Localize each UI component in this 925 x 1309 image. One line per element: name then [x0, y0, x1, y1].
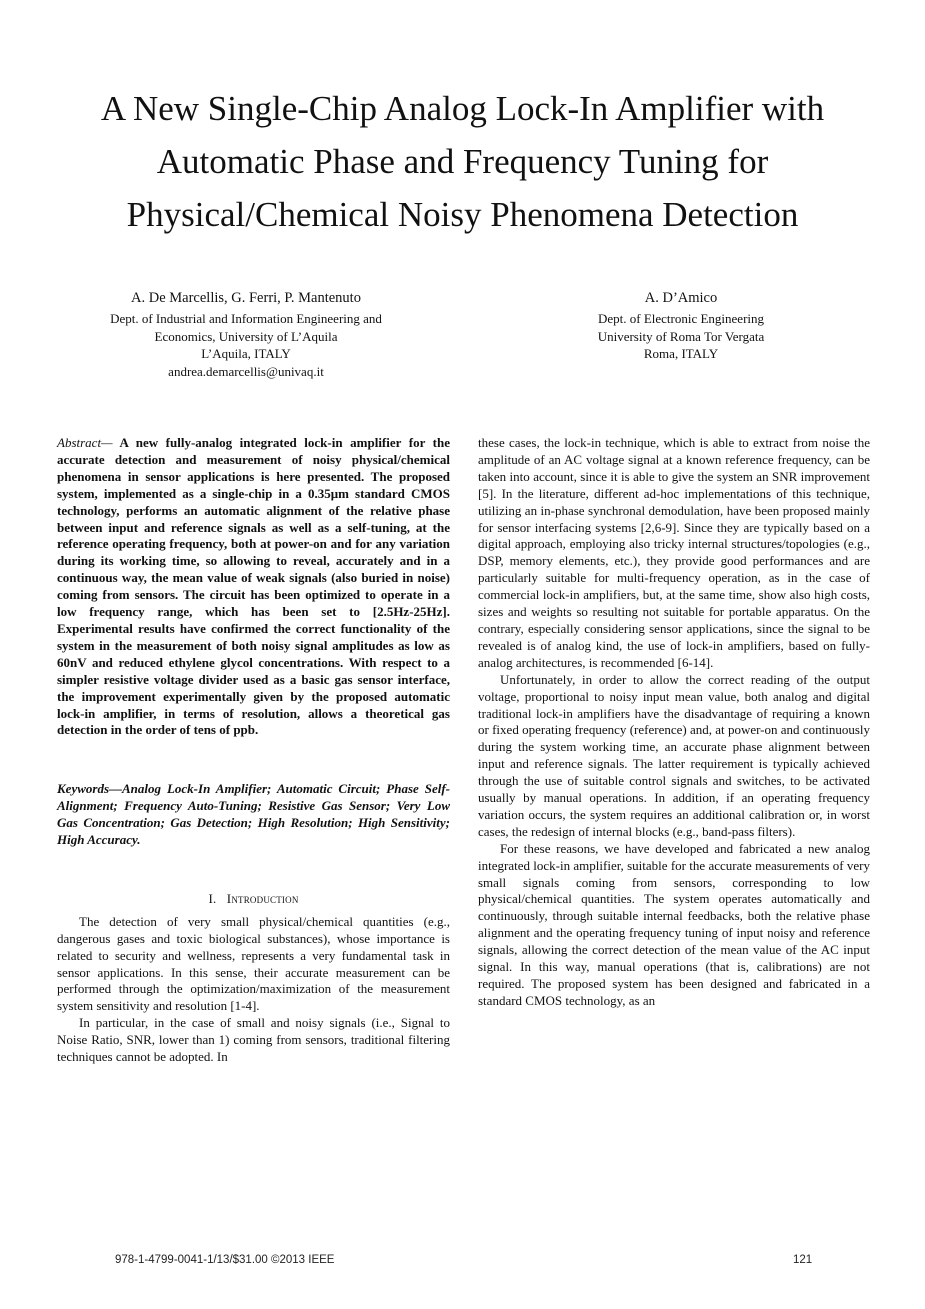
author-block-right [540, 288, 822, 363]
intro-paragraph-1: The detection of very small physical/chemical quantities (e.g., dangerous gases and toxic biological substances), whose importance is related to security and wellness, represents a very fundamental task in sensor applications. In this sense, their accurate measurement can be performed through the optimization/maximization of the measurement system sensitivity and resolution [1-4]. [57, 913, 450, 1014]
author-location: L’Aquila, ITALY [201, 346, 291, 361]
body-paragraph-1: these cases, the lock-in technique, which is able to extract from noise the amplitude of an AC voltage signal at a known reference frequency, can be taken into account, since it is able to give the system an SNR improvement [5]. In the literature, different ad-hoc implementations of this technique, utilizing an in-phase synchronal demodulation, have been proposed mainly for sensor interfacing systems [2,6-9]. Since they are typically based on a digital approach, employing also tricky internal structures/topologies (e.g., DSP, memory elements, etc.), they provide good performances and are particularly suitable for multi-frequency operation, as in the case of commercial lock-in amplifiers, but, at the same time, show also high costs, sizes and weights so resulting not suitable for portable apparatus. On the contrary, especially considering sensor applications, since the signal to be revealed is of analog kind, the use of lock-in amplifiers, based on fully-analog architectures, is recommended [6-14]. [478, 435, 870, 670]
author-affiliation: Dept. of Electronic Engineering [597, 311, 765, 326]
author-affiliation: Economics, University of L’Aquila [154, 328, 338, 344]
author-location: Roma, ITALY [643, 346, 719, 361]
footer-page-number: 121 [793, 1254, 813, 1266]
abstract-label: Abstract— [57, 435, 113, 450]
author-names: A. D’Amico [644, 290, 718, 306]
abstract [57, 435, 450, 739]
author-affiliation: University of Roma Tor Vergata [597, 328, 765, 344]
author-email: andrea.demarcellis@univaq.it [168, 363, 324, 379]
intro-paragraph-2: In particular, in the case of small and noisy signals (i.e., Signal to Noise Ratio, SNR, lower than 1) coming from sensors, traditional filtering techniques cannot be adopted. In [57, 1015, 450, 1065]
author-affiliation: Dept. of Industrial and Information Engineering and [110, 311, 382, 326]
section-number: I. [208, 890, 217, 906]
section-title: Introduction [226, 890, 299, 906]
keywords: Keywords—Analog Lock-In Amplifier; Automatic Circuit; Phase Self-Alignment; Frequency Auto-Tuning; Resistive Gas Sensor; Very Low Gas Concentration; Gas Detection; High Resolution; High Sensitivity; High Accuracy. [57, 781, 450, 848]
right-column [478, 435, 870, 1010]
abstract-body: A new fully-analog integrated lock-in amplifier for the accurate detection and measurement of noisy physical/chemical phenomena in sensor applications is here presented. The proposed system, implemented as a single-chip in a 0.35μm standard CMOS technology, performs an automatic alignment of the relative phase between input and reference signals as well as a self-tuning, at the reference operating frequency, both at power-on and for any variation during its working time, so allowing to reveal, accurately and in a continuous way, the mean value of weak signals (also buried in noise) coming from sensors. The circuit has been optimized to operate in a low frequency range, which has been set to [2.5Hz-25Hz]. Experimental results have confirmed the correct functionality of the system in the measurement of both noisy signal amplitudes as low as 60nV and reduced ethylene glycol concentrations. With respect to a simpler resistive voltage divider used as a basic gas sensor interface, the improvement experimentally given by the proposed automatic lock-in amplifier, in terms of resolution, allows a theoretical gas detection in the order of tens of ppb. [57, 435, 450, 738]
author-names: A. De Marcellis, G. Ferri, P. Mantenuto [131, 290, 361, 306]
body-paragraph-2: Unfortunately, in order to allow the correct reading of the output voltage, proportional to noisy input mean value, both analog and digital traditional lock-in amplifiers have the disadvantage of requiring a known or fixed operating frequency (reference) and, at power-on and continuously during the system working time, an accurate phase alignment between input and reference signals. The latter requirement is typically achieved through the use of suitable control signals and switches, to be activated usually by manual operations. In addition, if an operating frequency variation occurs, the system requires an additional calibration or, in worst cases, the redesign of internal blocks (e.g., band-pass filters). [478, 671, 870, 839]
body-paragraph-3: For these reasons, we have developed and fabricated a new analog integrated lock-in amplifier, suitable for the accurate measurements of very small signals coming from sensors, corresponding to low physical/chemical quantities. The system operates automatically and continuously, through suitable internal feedbacks, both the relative phase alignment and the operating frequency tuning of input noisy and reference signals, allowing the correct detection of the mean value of the AC input signal. In this way, manual operations (that is, calibrations) are not required. The proposed system has been designed and fabricated in a standard CMOS technology, as an [478, 840, 870, 1008]
author-block-left [60, 288, 432, 380]
footer-copyright: 978-1-4799-0041-1/13/$31.00 ©2013 IEEE [115, 1254, 335, 1266]
paper-title: A New Single-Chip Analog Lock-In Amplifier with Automatic Phase and Frequency Tuning for Physical/Chemical Noisy Phenomena Detection [100, 89, 825, 234]
section-heading [57, 891, 450, 908]
left-column [57, 435, 450, 1066]
